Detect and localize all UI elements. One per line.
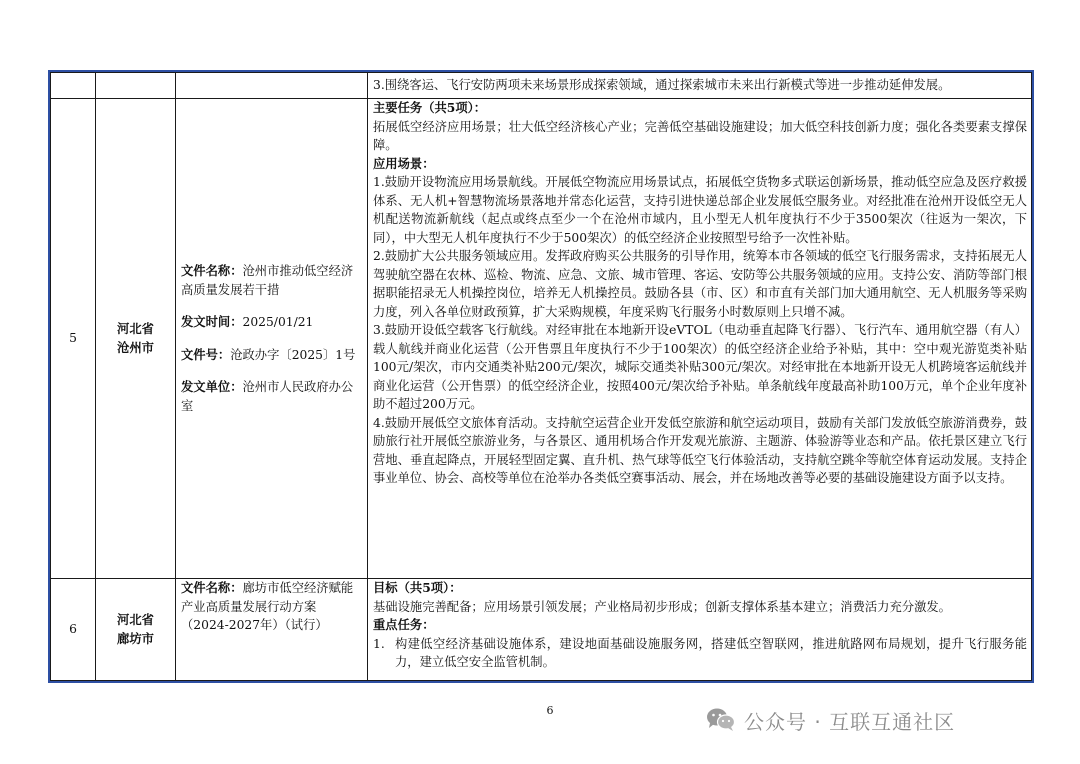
row-number-cell: 5 xyxy=(51,99,96,579)
key-tasks-heading: 重点任务： xyxy=(373,617,435,632)
docno-value: 沧政办字〔2025〕1号 xyxy=(230,347,356,362)
watermark xyxy=(706,702,955,738)
row-number-cell: 6 xyxy=(51,579,96,681)
watermark-text: 公众号 · 互联互通社区 xyxy=(744,709,956,734)
content-cell xyxy=(368,99,1032,579)
document-cell xyxy=(176,579,368,681)
city-label: 廊坊市 xyxy=(117,630,154,646)
content-cell xyxy=(368,579,1032,681)
issuer-value: 沧州市人民政府办公室 xyxy=(181,380,354,413)
content-cell xyxy=(368,73,1032,99)
docno-label: 文件号： xyxy=(181,346,231,362)
date-value: 2025/01/21 xyxy=(242,315,314,329)
doc-name-value: 沧州市推动低空经济高质量发展若干措 xyxy=(181,264,354,297)
city-label: 沧州市 xyxy=(117,339,154,355)
region-cell xyxy=(96,73,176,99)
date-entry xyxy=(181,313,363,332)
date-label: 发文时间： xyxy=(181,314,243,329)
scenes-heading: 应用场景： xyxy=(373,155,435,171)
region-cell xyxy=(96,579,176,681)
region-cell xyxy=(96,99,176,579)
policy-table xyxy=(50,72,1032,681)
doc-name-entry xyxy=(181,262,363,299)
province-label: 河北省 xyxy=(117,612,154,627)
document-cell xyxy=(176,73,368,99)
page-number: 6 xyxy=(546,704,554,717)
key-task-number: 1. xyxy=(373,636,385,651)
province-label: 河北省 xyxy=(117,321,154,336)
content-paragraph: 3.围绕客运、飞行安防两项未来场景形成探索领域，通过探索城市未来出行新模式等进一步推动延伸发展。 xyxy=(373,78,951,93)
document-cell xyxy=(176,99,368,579)
goals-text: 基础设施完善配备；应用场景引领发展；产业格局初步形成；创新支撑体系基本建立；消费活力充分激发。 xyxy=(373,599,951,614)
scene-item: 1.鼓励开设物流应用场景航线。开展低空物流应用场景试点，拓展低空货物多式联运创新场景，推动低空应急及医疗救援体系、无人机+智慧物流场景落地并常态化运营，支持引进快递总部企业发展低空服务业。对经批准在沧州开设低空无人机配送物流新航线（起点或终点至少一个在沧州市域内，且小型无人机年度执行不少于3500架次（往返为一架次，下同），中大型无人机年度执行不少于500架次）的低空经济企业按照型号给予一次性补贴。 xyxy=(373,175,1027,245)
scene-item: 4.鼓励开展低空文旅体育活动。支持航空运营企业开发低空旅游和航空运动项目，鼓励有关部门发放低空旅游消费券，鼓励旅行社开展低空旅游业务，与各景区、通用机场合作开发观光旅游、主题游、体验游等业态和产品。依托景区建立飞行营地、垂直起降点，开展轻型固定翼、直升机、热气球等低空飞行体验活动，支持航空跳伞等航空体育运动发展。支持企事业单位、协会、高校等单位在沧举办各类低空赛事活动、展会，并在场地改善等必要的基础设施建设方面予以支持。 xyxy=(373,415,1027,485)
goals-heading: 目标（共5项）： xyxy=(373,580,462,595)
doc-name-value: 廊坊市低空经济赋能产业高质量发展行动方案（2024-2027年）（试行） xyxy=(181,581,354,632)
scene-item: 3.鼓励开设低空载客飞行航线。对经审批在本地新开设eVTOL（电动垂直起降飞行器）、飞行汽车、通用航空器（有人）载人航线并商业化运营（公开售票且年度执行不少于100架次）的低空经济企业给予补贴，其中：空中观光游览类补贴100元/架次，市内交通类补贴200元/架次，城际交通类补贴300元/架次。对经审批在本地新开设无人机跨境客运航线并商业化运营（公开售票）的低空经济企业，按照400元/架次给予补贴。单条航线年度最高补助100万元，单个企业年度补助不超过200万元。 xyxy=(373,323,1027,411)
table-row xyxy=(51,99,1032,579)
key-task-item xyxy=(373,635,1027,672)
table-row xyxy=(51,579,1032,681)
doc-name-label: 文件名称： xyxy=(181,263,243,278)
doc-name-entry xyxy=(181,579,363,635)
wechat-icon xyxy=(706,707,736,733)
tasks-text: 拓展低空经济应用场景；壮大低空经济核心产业；完善低空基础设施建设；加大低空科技创新力度；强化各类要素支撑保障。 xyxy=(373,119,1027,152)
row-number-cell xyxy=(51,73,96,99)
issuer-label: 发文单位： xyxy=(181,379,243,394)
issuer-entry xyxy=(181,378,363,415)
key-task-text: 构建低空经济基础设施体系，建设地面基础设施服务网，搭建低空智联网，推进航路网布局规划，提升飞行服务能力，建立低空安全监管机制。 xyxy=(395,636,1027,669)
scene-item: 2.鼓励扩大公共服务领域应用。发挥政府购买公共服务的引导作用，统筹本市各领域的低空飞行服务需求，支持拓展无人驾驶航空器在农林、巡检、物流、应急、文旅、城市管理、客运、安防等公共服务领域的应用。支持公安、消防等部门根据职能招录无人机操控岗位，培养无人机操控员。鼓励各县（市、区）和市直有关部门加大通用航空、无人机服务等采购力度，列入各单位财政预算，扩大采购规模，年度采购飞行服务小时数原则上只增不减。 xyxy=(373,249,1027,319)
docno-entry xyxy=(181,346,363,365)
table-row xyxy=(51,73,1032,99)
tasks-heading: 主要任务（共5项）： xyxy=(373,100,487,115)
doc-name-label: 文件名称： xyxy=(181,580,243,595)
